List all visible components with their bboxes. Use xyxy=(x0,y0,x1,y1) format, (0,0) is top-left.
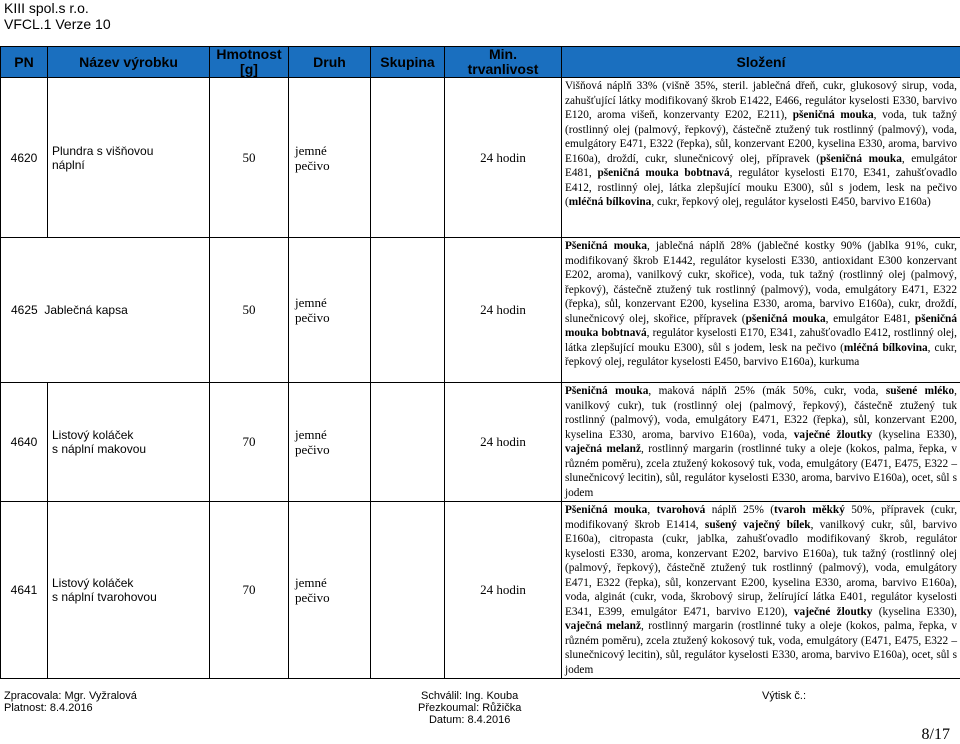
row-pn: 4640 xyxy=(1,383,48,502)
row-group xyxy=(371,238,445,383)
allergen-text: tvarohová xyxy=(656,504,706,516)
allergen-text: pšeničná mouka xyxy=(792,109,874,121)
page-number: 8/17 xyxy=(921,726,950,743)
row-type-line1: jemné xyxy=(295,142,327,158)
composition-text: (kyselina E330), xyxy=(872,428,957,441)
allergen-text: Pšeničná mouka xyxy=(565,240,647,252)
row-name-line1: Plundra s višňovou xyxy=(52,143,154,158)
allergen-text: vaječné žloutky xyxy=(793,428,873,441)
table-header-row xyxy=(1,47,960,78)
row-type-line2: pečivo xyxy=(295,442,330,457)
table-row xyxy=(1,383,960,502)
allergen-text: pšeničná mouka xyxy=(745,312,826,325)
header-composition: Složení xyxy=(562,47,960,78)
row-name xyxy=(48,502,210,679)
allergen-text: pšeničná mouka xyxy=(820,152,902,165)
allergen-text: mléčná bílkovina xyxy=(568,196,652,208)
row-type xyxy=(289,502,371,679)
allergen-text: Pšeničná mouka xyxy=(565,385,649,397)
allergen-text: sušené mléko xyxy=(885,385,955,397)
row-name-line2: náplní xyxy=(52,157,85,172)
row-weight: 50 xyxy=(210,78,289,238)
table-row xyxy=(1,502,960,679)
row-type-line2: pečivo xyxy=(295,590,330,605)
footer-copy: Výtisk č.: xyxy=(762,690,807,702)
row-shelf-life: 24 hodin xyxy=(445,502,562,679)
composition-text: , rostlinný margarin (rostlinné tuky a oleje (kokos, palma, řepka, v různém poměru), zcela ztužený kokosový tuk, voda, emulgátory (E471, E475, E322 – slunečnicový lecitin), sůl, regulátor kyselosti E330, aroma, barvivo E160a), ocet, sůl s jodem xyxy=(565,620,957,676)
row-type xyxy=(289,383,371,502)
footer-valid: Platnost: 8.4.2016 xyxy=(4,702,93,714)
row-type xyxy=(289,238,371,383)
row-pn xyxy=(1,238,210,383)
composition-text: Višňová náplň 33% (višně 35%, steril. jablečná dřeň, cukr, glukosový sirup, voda, zahušťující látky modifikovaný škrob E1422, E466, regulátor kyselosti E330, barvivo E120, aroma višeň, konzervanty E202, E211), xyxy=(565,80,957,121)
footer-prepared: Zpracovala: Mgr. Vyžralová xyxy=(4,690,137,702)
composition-text: , regulátor kyselosti E170, E341, zahušťovadlo E412, rostlinný olej, látka zlepšující mouku E300), sůl s jodem, lesk na pečivo ( xyxy=(565,327,957,354)
header-group: Skupina xyxy=(371,47,445,78)
company-name: KIII spol.s r.o. xyxy=(4,0,89,16)
row-type-line1: jemné xyxy=(295,575,327,590)
composition-text: , cukr, řepkový olej, regulátor kyselosti E450, barvivo E160a) xyxy=(651,196,931,208)
row-composition xyxy=(562,502,960,679)
row-shelf-life: 24 hodin xyxy=(445,383,562,502)
allergen-text: vaječná melanž xyxy=(565,620,641,632)
row-type xyxy=(289,78,371,238)
row-pn-value: 4625 xyxy=(11,303,38,317)
row-pn: 4641 xyxy=(1,502,48,679)
row-weight: 70 xyxy=(210,383,289,502)
document-header xyxy=(4,0,111,32)
allergen-text: vaječná melanž xyxy=(565,443,641,455)
composition-text: , maková náplň 25% (mák 50%, cukr, voda, xyxy=(648,385,886,397)
row-type-line1: jemné xyxy=(295,295,327,310)
table-row xyxy=(1,238,960,383)
composition-text: , vanilkový cukr), tuk (rostlinný olej (palmový, řepkový), částečně ztužený tuk rostlinný (palmový), voda, emulgátory E471, E322 (řepka), sůl, konzervant E200, kyselina E330, aroma, barvivo E160a), voda, xyxy=(565,385,957,441)
header-shelf-line1: Min. xyxy=(489,46,517,62)
composition-text: náplň 25% ( xyxy=(705,504,775,516)
header-shelf-line2: trvanlivost xyxy=(467,61,539,77)
footer-center xyxy=(418,690,521,726)
table-row xyxy=(1,78,960,238)
allergen-text: vaječné žloutky xyxy=(793,605,873,618)
composition-text: , rostlinný margarin (rostlinné tuky a oleje (kokos, palma, řepka, v různém poměru), zcela ztužený kokosový tuk, voda, emulgátory (E471, E475, E322 – slunečnicový lecitin), sůl, regulátor kyselosti E330, aroma, barvivo E160a), ocet, sůl s jodem xyxy=(565,443,957,499)
header-pn: PN xyxy=(1,47,48,78)
composition-text: , regulátor kyselosti E170, E341, zahušťovadlo E412, rostlinný olej, látka zlepšující mouku E300), sůl s jodem, lesk na pečivo ( xyxy=(565,167,957,208)
row-shelf-life: 24 hodin xyxy=(445,78,562,238)
composition-text: (kyselina E330), xyxy=(872,605,957,618)
allergen-text: pšeničná mouka bobtnavá xyxy=(597,167,730,179)
row-name-line2: s náplní tvarohovou xyxy=(52,590,157,604)
row-weight: 50 xyxy=(210,238,289,383)
footer-reviewed: Přezkoumal: Růžička xyxy=(418,702,522,714)
row-composition xyxy=(562,238,960,383)
row-name xyxy=(48,383,210,502)
row-type-line2: pečivo xyxy=(295,157,330,173)
row-composition xyxy=(562,383,960,502)
header-name: Název výrobku xyxy=(48,47,210,78)
row-name-line2: s náplní makovou xyxy=(52,442,147,456)
row-name-line1: Listový koláček xyxy=(52,576,134,590)
header-type: Druh xyxy=(289,47,371,78)
row-type-line1: jemné xyxy=(295,427,327,442)
document-version: VFCL.1 Verze 10 xyxy=(4,16,111,32)
composition-text: , emulgátor E481, xyxy=(825,312,915,325)
product-table xyxy=(0,46,960,679)
row-name xyxy=(48,78,210,238)
composition-text: , voda, tuk tažný (rostlinný olej (palmový, řepkový), částečně ztužený tuk rostlinný (palmový), voda, emulgátory E471, E322 (řepka), sůl, konzervant E200, kyselina E330, aroma, barvivo E160a), droždí, cukr, slunečnicový olej, přípravek ( xyxy=(565,109,957,165)
allergen-text: Pšeničná mouka xyxy=(565,504,648,516)
composition-text: , cukr, řepkový olej, regulátor kyselosti E450, barvivo E160a), kurkuma xyxy=(565,341,957,368)
allergen-text: mléčná bílkovina xyxy=(843,341,928,354)
row-name-line1: Jablečná kapsa xyxy=(44,303,128,317)
footer-date: Datum: 8.4.2016 xyxy=(428,714,511,726)
row-shelf-life: 24 hodin xyxy=(445,238,562,383)
row-group xyxy=(371,78,445,238)
composition-text: 50%, přípravek (cukr, modifikovaný škrob E1414, xyxy=(565,504,958,531)
row-name-line1: Listový koláček xyxy=(52,428,134,442)
row-composition xyxy=(562,78,960,238)
composition-text: , emulgátor E481, xyxy=(565,152,957,179)
footer-approved: Schválil: Ing. Kouba xyxy=(421,690,519,702)
row-weight: 70 xyxy=(210,502,289,679)
composition-text: , xyxy=(647,504,657,516)
composition-text: , jablečná náplň 28% (jablečné kostky 90% (jablka 91%, cukr, modifikovaný škrob E1442, regulátor kyselosti E330, antioxidant E300 konzervant E202, aroma), vanilkový cukr, skořice), voda, tuk tažný (rostlinný olej (palmový, řepkový), částečně ztužený tuk rostlinný (palmový), voda, emulgátory E471, E322 (řepka), sůl, konzervant E200, kyselina E330, aroma, barvivo E160a), cukr, droždí, slunečnicový olej, skořice, přípravek ( xyxy=(565,240,958,325)
composition-text: , vanilkový cukr, sůl, barvivo E160a), citropasta (cukr, jablka, zahušťovadlo modifikovaný škrob, regulátor kyselosti E330, aroma, konzervant E202, barvivo E160a), tuk tažný (rostlinný olej (palmový, řepkový), částečně ztužený tuk rostlinný (palmový), voda, emulgátory E471, E322 (řepka), sůl, konzervant E200, kyselina E330, aroma, barvivo E160a), voda, alginát (cukr, voda, škrobový sirup, želírující látka E401, regulátor kyselosti E341, E399, emulgátor E471, barvivo E120), xyxy=(565,518,958,618)
row-group xyxy=(371,383,445,502)
header-shelf-life xyxy=(445,47,562,78)
row-type-line2: pečivo xyxy=(295,310,330,325)
row-pn: 4620 xyxy=(1,78,48,238)
allergen-text: sušený vaječný bílek xyxy=(704,518,811,531)
footer-left xyxy=(4,690,137,714)
allergen-text: tvaroh měkký xyxy=(774,504,845,516)
header-weight: Hmotnost [g] xyxy=(210,47,289,78)
row-group xyxy=(371,502,445,679)
allergen-text: pšeničná mouka bobtnavá xyxy=(565,312,957,339)
